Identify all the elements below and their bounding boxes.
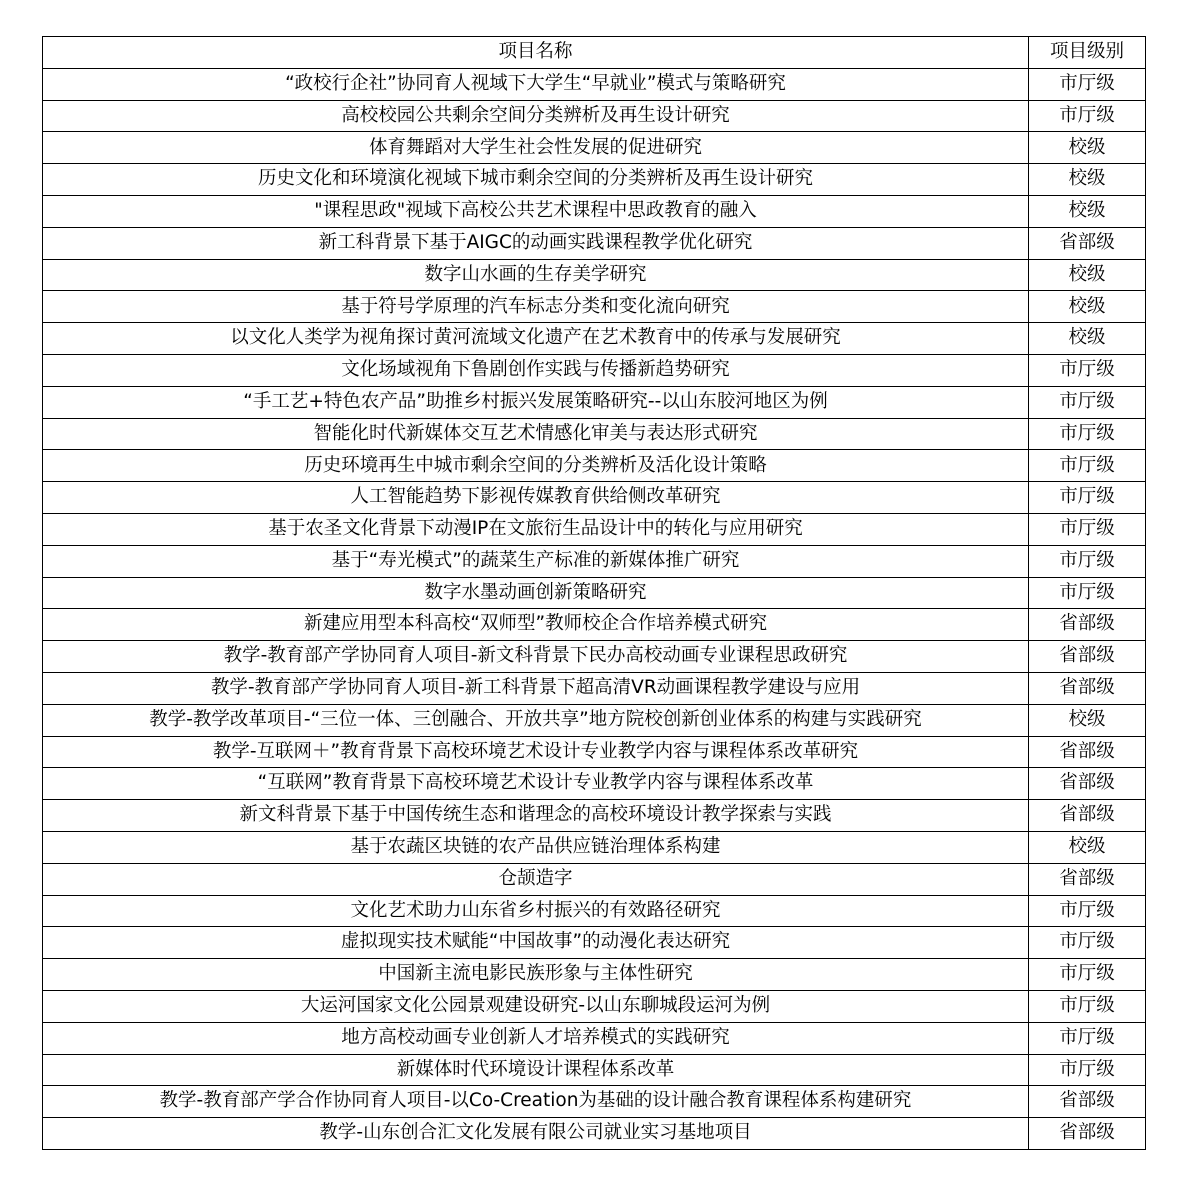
project-name-cell: 基于“寿光模式”的蔬菜生产标准的新媒体推广研究 [43, 545, 1029, 577]
project-level-cell: 省部级 [1029, 227, 1146, 259]
project-name-cell: 基于农圣文化背景下动漫IP在文旅衍生品设计中的转化与应用研究 [43, 513, 1029, 545]
table-row [43, 672, 1146, 704]
project-level-cell: 市厅级 [1029, 1022, 1146, 1054]
table-row [43, 704, 1146, 736]
project-level-cell: 省部级 [1029, 768, 1146, 800]
table-row [43, 482, 1146, 514]
project-level-cell: 校级 [1029, 132, 1146, 164]
table-row [43, 450, 1146, 482]
project-level-cell: 市厅级 [1029, 927, 1146, 959]
table-row [43, 291, 1146, 323]
table-row [43, 895, 1146, 927]
project-level-cell: 市厅级 [1029, 386, 1146, 418]
table-row [43, 990, 1146, 1022]
project-name-cell: 仓颉造字 [43, 863, 1029, 895]
project-name-cell: 教学-教育部产学合作协同育人项目-以Co-Creation为基础的设计融合教育课程体系构建研究 [43, 1086, 1029, 1118]
project-name-cell: 数字山水画的生存美学研究 [43, 259, 1029, 291]
table-row [43, 545, 1146, 577]
project-name-cell: 大运河国家文化公园景观建设研究-以山东聊城段运河为例 [43, 990, 1029, 1022]
project-name-cell: 人工智能趋势下影视传媒教育供给侧改革研究 [43, 482, 1029, 514]
project-name-cell: 高校校园公共剩余空间分类辨析及再生设计研究 [43, 100, 1029, 132]
project-name-cell: 虚拟现实技术赋能“中国故事”的动漫化表达研究 [43, 927, 1029, 959]
table-row [43, 195, 1146, 227]
project-level-cell: 省部级 [1029, 863, 1146, 895]
table-row [43, 1054, 1146, 1086]
project-level-cell: 市厅级 [1029, 577, 1146, 609]
project-level-cell: 省部级 [1029, 1086, 1146, 1118]
project-name-cell: 中国新主流电影民族形象与主体性研究 [43, 959, 1029, 991]
project-name-cell: 地方高校动画专业创新人才培养模式的实践研究 [43, 1022, 1029, 1054]
table-row [43, 927, 1146, 959]
table-row [43, 164, 1146, 196]
table-row [43, 418, 1146, 450]
project-level-cell: 校级 [1029, 195, 1146, 227]
project-name-cell: 新文科背景下基于中国传统生态和谐理念的高校环境设计教学探索与实践 [43, 800, 1029, 832]
header-project-level: 项目级别 [1029, 37, 1146, 69]
project-level-cell: 省部级 [1029, 609, 1146, 641]
project-name-cell: "课程思政"视域下高校公共艺术课程中思政教育的融入 [43, 195, 1029, 227]
project-level-cell: 市厅级 [1029, 354, 1146, 386]
project-level-cell: 市厅级 [1029, 959, 1146, 991]
project-level-cell: 校级 [1029, 704, 1146, 736]
table-row [43, 259, 1146, 291]
project-level-cell: 校级 [1029, 323, 1146, 355]
table-row [43, 641, 1146, 673]
table-row [43, 609, 1146, 641]
table-row [43, 68, 1146, 100]
project-level-cell: 校级 [1029, 291, 1146, 323]
project-level-cell: 省部级 [1029, 800, 1146, 832]
table-row [43, 1022, 1146, 1054]
project-name-cell: 以文化人类学为视角探讨黄河流域文化遗产在艺术教育中的传承与发展研究 [43, 323, 1029, 355]
project-table [42, 36, 1146, 1150]
project-level-cell: 市厅级 [1029, 545, 1146, 577]
project-level-cell: 市厅级 [1029, 68, 1146, 100]
table-body [43, 68, 1146, 1149]
table-row [43, 513, 1146, 545]
table-row [43, 1086, 1146, 1118]
project-name-cell: 基于农蔬区块链的农产品供应链治理体系构建 [43, 831, 1029, 863]
table-row [43, 863, 1146, 895]
project-name-cell: 文化场域视角下鲁剧创作实践与传播新趋势研究 [43, 354, 1029, 386]
project-level-cell: 省部级 [1029, 672, 1146, 704]
table-row [43, 800, 1146, 832]
project-name-cell: 历史文化和环境演化视域下城市剩余空间的分类辨析及再生设计研究 [43, 164, 1029, 196]
project-level-cell: 省部级 [1029, 641, 1146, 673]
table-row [43, 100, 1146, 132]
project-name-cell: 新工科背景下基于AIGC的动画实践课程教学优化研究 [43, 227, 1029, 259]
project-name-cell: 文化艺术助力山东省乡村振兴的有效路径研究 [43, 895, 1029, 927]
table-row [43, 736, 1146, 768]
project-name-cell: 教学-教学改革项目-“三位一体、三创融合、开放共享”地方院校创新创业体系的构建与实践研究 [43, 704, 1029, 736]
table-row [43, 132, 1146, 164]
table-row [43, 768, 1146, 800]
header-project-name: 项目名称 [43, 37, 1029, 69]
table-row [43, 227, 1146, 259]
project-name-cell: 新媒体时代环境设计课程体系改革 [43, 1054, 1029, 1086]
project-level-cell: 省部级 [1029, 736, 1146, 768]
project-name-cell: 教学-教育部产学协同育人项目-新文科背景下民办高校动画专业课程思政研究 [43, 641, 1029, 673]
project-name-cell: 教学-互联网＋”教育背景下高校环境艺术设计专业教学内容与课程体系改革研究 [43, 736, 1029, 768]
project-name-cell: 新建应用型本科高校“双师型”教师校企合作培养模式研究 [43, 609, 1029, 641]
header-row [43, 37, 1146, 69]
project-level-cell: 市厅级 [1029, 895, 1146, 927]
project-level-cell: 校级 [1029, 164, 1146, 196]
project-level-cell: 市厅级 [1029, 513, 1146, 545]
project-name-cell: 智能化时代新媒体交互艺术情感化审美与表达形式研究 [43, 418, 1029, 450]
project-level-cell: 校级 [1029, 259, 1146, 291]
project-level-cell: 校级 [1029, 831, 1146, 863]
table-row [43, 1118, 1146, 1150]
project-name-cell: 基于符号学原理的汽车标志分类和变化流向研究 [43, 291, 1029, 323]
project-name-cell: “互联网”教育背景下高校环境艺术设计专业教学内容与课程体系改革 [43, 768, 1029, 800]
project-level-cell: 市厅级 [1029, 1054, 1146, 1086]
project-name-cell: 历史环境再生中城市剩余空间的分类辨析及活化设计策略 [43, 450, 1029, 482]
project-name-cell: 数字水墨动画创新策略研究 [43, 577, 1029, 609]
project-level-cell: 省部级 [1029, 1118, 1146, 1150]
table-row [43, 577, 1146, 609]
project-name-cell: “政校行企社”协同育人视域下大学生“早就业”模式与策略研究 [43, 68, 1029, 100]
table-row [43, 959, 1146, 991]
project-name-cell: “手工艺+特色农产品”助推乡村振兴发展策略研究--以山东胶河地区为例 [43, 386, 1029, 418]
project-level-cell: 市厅级 [1029, 450, 1146, 482]
table-row [43, 386, 1146, 418]
project-name-cell: 体育舞蹈对大学生社会性发展的促进研究 [43, 132, 1029, 164]
table-row [43, 831, 1146, 863]
table-row [43, 354, 1146, 386]
table-row [43, 323, 1146, 355]
project-table-container [42, 36, 1145, 1150]
project-level-cell: 市厅级 [1029, 990, 1146, 1022]
project-level-cell: 市厅级 [1029, 482, 1146, 514]
project-name-cell: 教学-教育部产学协同育人项目-新工科背景下超高清VR动画课程教学建设与应用 [43, 672, 1029, 704]
project-level-cell: 市厅级 [1029, 418, 1146, 450]
project-level-cell: 市厅级 [1029, 100, 1146, 132]
project-name-cell: 教学-山东创合汇文化发展有限公司就业实习基地项目 [43, 1118, 1029, 1150]
